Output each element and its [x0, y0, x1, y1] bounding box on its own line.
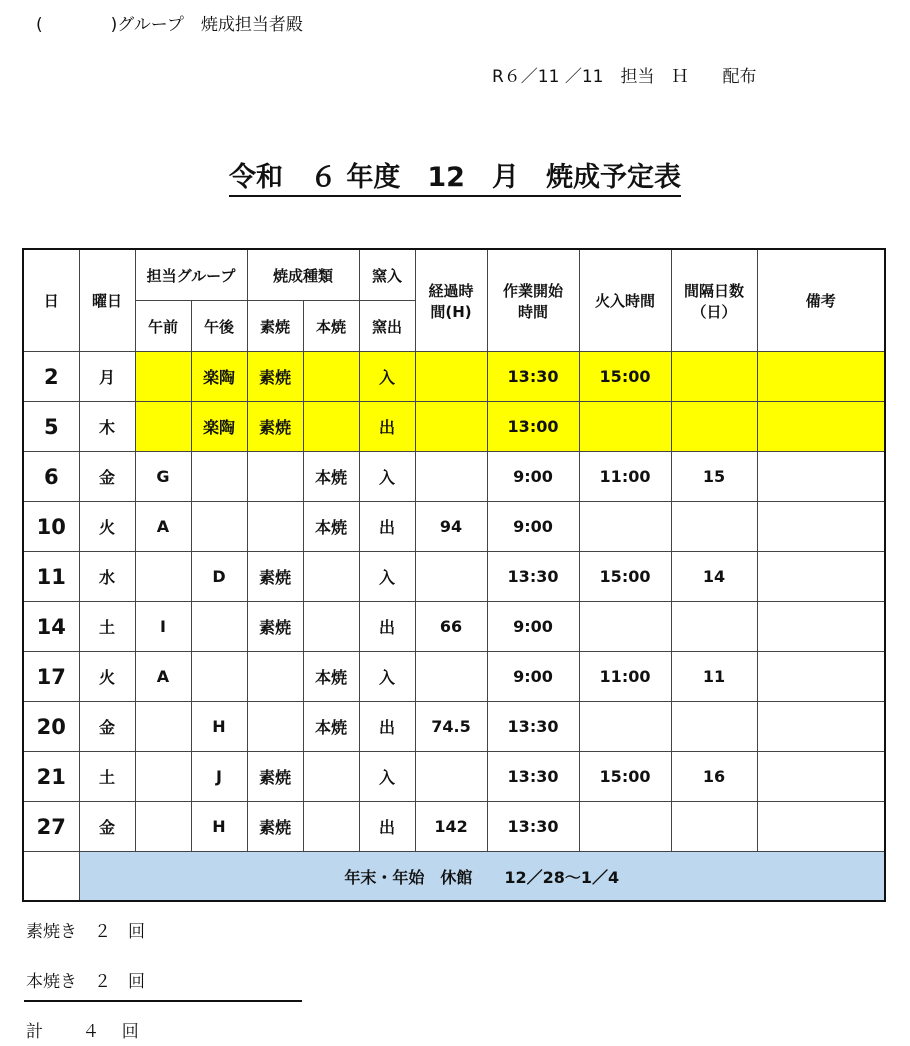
- cell-start-time: 13:30: [487, 752, 579, 802]
- cell-start-time: 9:00: [487, 602, 579, 652]
- cell-weekday: 火: [79, 502, 135, 552]
- cell-weekday: 木: [79, 402, 135, 452]
- header-start-line1: 作業開始: [503, 281, 564, 300]
- cell-start-time: 13:30: [487, 352, 579, 402]
- summary-bisque: 素焼き ２ 回: [26, 922, 145, 942]
- cell-notes: [757, 452, 885, 502]
- cell-interval: [671, 502, 757, 552]
- header-interval-line1: 間隔日数: [684, 281, 745, 300]
- cell-kiln: 出: [359, 602, 415, 652]
- cell-bisque: [247, 702, 303, 752]
- table-row: [23, 602, 885, 652]
- cell-bisque: 素焼: [247, 402, 303, 452]
- cell-group-am: I: [135, 602, 191, 652]
- cell-kiln: 出: [359, 502, 415, 552]
- cell-glaze: [303, 802, 359, 852]
- table-row: [23, 552, 885, 602]
- table-row: [23, 402, 885, 452]
- cell-group-pm: [191, 602, 247, 652]
- cell-day: 27: [23, 802, 79, 852]
- cell-start-time: 9:00: [487, 652, 579, 702]
- cell-group-am: [135, 402, 191, 452]
- cell-group-pm: [191, 652, 247, 702]
- header-group-am: 午前: [135, 301, 191, 352]
- cell-bisque: [247, 502, 303, 552]
- cell-interval: 14: [671, 552, 757, 602]
- cell-day: 6: [23, 452, 79, 502]
- cell-day: 17: [23, 652, 79, 702]
- header-interval-line2: （日）: [691, 302, 737, 321]
- cell-weekday: 月: [79, 352, 135, 402]
- cell-group-am: [135, 752, 191, 802]
- header-glaze: 本焼: [303, 301, 359, 352]
- cell-elapsed: 94: [415, 502, 487, 552]
- cell-kiln: 出: [359, 402, 415, 452]
- cell-elapsed: [415, 752, 487, 802]
- cell-notes: [757, 552, 885, 602]
- header-elapsed-line2: 間(H): [430, 302, 472, 321]
- cell-glaze: [303, 602, 359, 652]
- table-row: [23, 452, 885, 502]
- table-row: [23, 652, 885, 702]
- cell-fire-time: 15:00: [579, 552, 671, 602]
- page-title: [0, 155, 910, 194]
- closed-notice-row: [23, 852, 885, 902]
- cell-kiln: 入: [359, 752, 415, 802]
- cell-start-time: 13:30: [487, 802, 579, 852]
- cell-day: 11: [23, 552, 79, 602]
- cell-notes: [757, 652, 885, 702]
- table-row: [23, 752, 885, 802]
- cell-group-pm: H: [191, 802, 247, 852]
- cell-kiln: 出: [359, 702, 415, 752]
- cell-fire-time: 15:00: [579, 752, 671, 802]
- cell-bisque: 素焼: [247, 752, 303, 802]
- cell-bisque: 素焼: [247, 352, 303, 402]
- cell-kiln: 入: [359, 452, 415, 502]
- cell-start-time: 9:00: [487, 502, 579, 552]
- header-kiln-out: 窯出: [359, 301, 415, 352]
- cell-glaze: [303, 352, 359, 402]
- cell-day: 20: [23, 702, 79, 752]
- header-start-time: [487, 249, 579, 352]
- cell-bisque: 素焼: [247, 552, 303, 602]
- cell-day: 21: [23, 752, 79, 802]
- cell-group-pm: D: [191, 552, 247, 602]
- cell-interval: [671, 352, 757, 402]
- cell-day: 14: [23, 602, 79, 652]
- cell-glaze: 本焼: [303, 702, 359, 752]
- cell-weekday: 金: [79, 802, 135, 852]
- summary-total: 計 ４ 回: [26, 1022, 139, 1042]
- cell-notes: [757, 602, 885, 652]
- cell-notes: [757, 802, 885, 852]
- cell-fire-time: [579, 802, 671, 852]
- cell-interval: [671, 602, 757, 652]
- cell-group-am: [135, 802, 191, 852]
- cell-group-am: G: [135, 452, 191, 502]
- cell-group-pm: [191, 502, 247, 552]
- header-group: 担当グループ: [135, 249, 247, 301]
- cell-glaze: [303, 752, 359, 802]
- cell-notes: [757, 702, 885, 752]
- cell-glaze: 本焼: [303, 502, 359, 552]
- cell-glaze: 本焼: [303, 452, 359, 502]
- cell-elapsed: [415, 352, 487, 402]
- cell-weekday: 金: [79, 452, 135, 502]
- cell-kiln: 入: [359, 552, 415, 602]
- cell-glaze: [303, 552, 359, 602]
- cell-interval: 15: [671, 452, 757, 502]
- cell-weekday: 水: [79, 552, 135, 602]
- cell-elapsed: [415, 452, 487, 502]
- cell-kiln: 入: [359, 652, 415, 702]
- header-fire-time: 火入時間: [579, 249, 671, 352]
- cell-group-pm: H: [191, 702, 247, 752]
- table-row: [23, 352, 885, 402]
- header-weekday: 曜日: [79, 249, 135, 352]
- header-firing-type: 焼成種類: [247, 249, 359, 301]
- header-start-line2: 時間: [518, 302, 549, 321]
- cell-fire-time: [579, 602, 671, 652]
- cell-notes: [757, 752, 885, 802]
- cell-fire-time: 15:00: [579, 352, 671, 402]
- firing-schedule-table: [22, 248, 886, 902]
- cell-glaze: 本焼: [303, 652, 359, 702]
- header-group-pm: 午後: [191, 301, 247, 352]
- header-elapsed-line1: 経過時: [428, 281, 474, 300]
- cell-start-time: 13:30: [487, 702, 579, 752]
- cell-interval: [671, 402, 757, 452]
- cell-group-pm: 楽陶: [191, 402, 247, 452]
- closed-day-empty: [23, 852, 79, 902]
- cell-elapsed: 66: [415, 602, 487, 652]
- table-row: [23, 502, 885, 552]
- cell-group-am: A: [135, 652, 191, 702]
- cell-start-time: 13:00: [487, 402, 579, 452]
- cell-weekday: 火: [79, 652, 135, 702]
- header-notes: 備考: [757, 249, 885, 352]
- cell-bisque: 素焼: [247, 802, 303, 852]
- cell-fire-time: [579, 502, 671, 552]
- schedule-body: [23, 352, 885, 902]
- cell-notes: [757, 502, 885, 552]
- cell-fire-time: 11:00: [579, 452, 671, 502]
- cell-start-time: 9:00: [487, 452, 579, 502]
- cell-group-am: A: [135, 502, 191, 552]
- cell-start-time: 13:30: [487, 552, 579, 602]
- cell-group-pm: 楽陶: [191, 352, 247, 402]
- cell-kiln: 入: [359, 352, 415, 402]
- summary-divider: [24, 1000, 302, 1002]
- cell-notes: [757, 352, 885, 402]
- cell-group-pm: [191, 452, 247, 502]
- cell-weekday: 土: [79, 752, 135, 802]
- closed-notice: 年末・年始 休館 12／28〜1／4: [79, 852, 885, 902]
- cell-elapsed: 142: [415, 802, 487, 852]
- header-bisque: 素焼: [247, 301, 303, 352]
- cell-day: 5: [23, 402, 79, 452]
- cell-group-am: [135, 702, 191, 752]
- summary-glaze: 本焼き ２ 回: [26, 972, 145, 992]
- cell-notes: [757, 402, 885, 452]
- cell-bisque: 素焼: [247, 602, 303, 652]
- title-text: 令和 ６ 年度 12 月 焼成予定表: [229, 162, 681, 197]
- cell-bisque: [247, 652, 303, 702]
- header-kiln-in: 窯入: [359, 249, 415, 301]
- cell-day: 10: [23, 502, 79, 552]
- cell-fire-time: [579, 402, 671, 452]
- header-row-1: [23, 249, 885, 301]
- cell-weekday: 土: [79, 602, 135, 652]
- cell-elapsed: 74.5: [415, 702, 487, 752]
- cell-group-am: [135, 552, 191, 602]
- cell-fire-time: [579, 702, 671, 752]
- cell-glaze: [303, 402, 359, 452]
- cell-kiln: 出: [359, 802, 415, 852]
- cell-fire-time: 11:00: [579, 652, 671, 702]
- header-day: 日: [23, 249, 79, 352]
- distribution-info: R６／11 ／11 担当 Ｈ 配布: [492, 67, 757, 87]
- cell-day: 2: [23, 352, 79, 402]
- cell-interval: 16: [671, 752, 757, 802]
- cell-interval: 11: [671, 652, 757, 702]
- cell-bisque: [247, 452, 303, 502]
- cell-elapsed: [415, 402, 487, 452]
- cell-interval: [671, 702, 757, 752]
- addressee: ( )グループ 焼成担当者殿: [36, 15, 303, 35]
- table-row: [23, 702, 885, 752]
- cell-elapsed: [415, 552, 487, 602]
- cell-elapsed: [415, 652, 487, 702]
- cell-weekday: 金: [79, 702, 135, 752]
- table-row: [23, 802, 885, 852]
- header-interval: [671, 249, 757, 352]
- cell-interval: [671, 802, 757, 852]
- header-elapsed: [415, 249, 487, 352]
- cell-group-pm: J: [191, 752, 247, 802]
- cell-group-am: [135, 352, 191, 402]
